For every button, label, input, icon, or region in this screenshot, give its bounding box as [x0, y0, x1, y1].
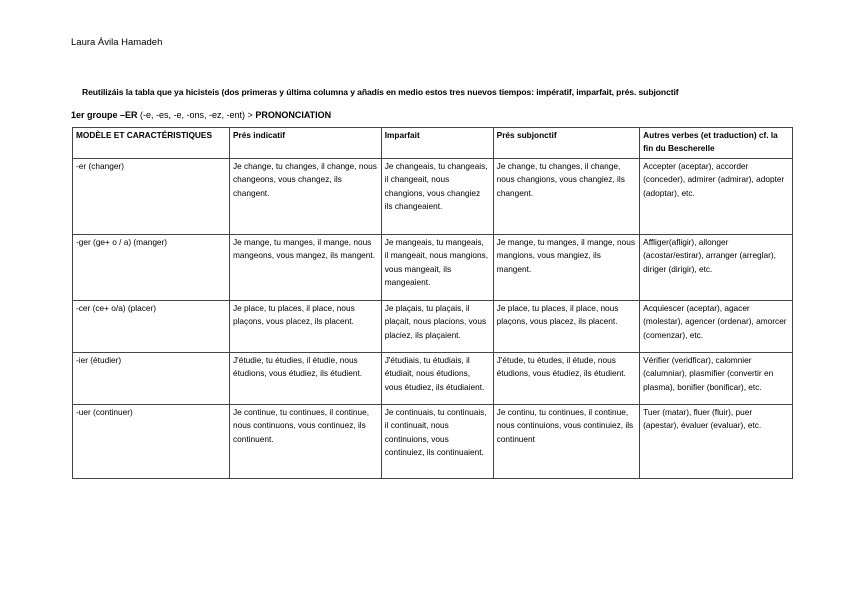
- header-model: MODÈLE ET CARACTÉRISTIQUES: [73, 128, 230, 159]
- cell-present: Je continue, tu continues, il continue, nous continuons, vous continuez, ils continuent.: [229, 404, 381, 478]
- table-row: [73, 352, 793, 404]
- cell-model: -uer (continuer): [73, 404, 230, 478]
- cell-model: -er (changer): [73, 158, 230, 234]
- cell-imparfait: Je continuais, tu continuais, il continuait, nous continuions, vous continuiez, ils continuaient.: [381, 404, 493, 478]
- cell-present: J'étudie, tu étudies, il étudie, nous étudions, vous étudiez, ils étudient.: [229, 352, 381, 404]
- cell-subjonctif: Je change, tu changes, il change, nous changions, vous changiez, ils changent.: [493, 158, 640, 234]
- conjugation-table: [72, 127, 793, 479]
- table-row: [73, 158, 793, 234]
- cell-other-verbs: Affliger(afligir), allonger (acostar/estirar), arranger (arreglar), diriger (dirigir), etc.: [640, 234, 793, 300]
- header-present: Prés indicatif: [229, 128, 381, 159]
- cell-subjonctif: Je place, tu places, il place, nous plaçons, vous placez, ils placent.: [493, 300, 640, 352]
- table-row: [73, 234, 793, 300]
- cell-present: Je change, tu changes, il change, nous changeons, vous changez, ils changent.: [229, 158, 381, 234]
- cell-imparfait: Je changeais, tu changeais, il changeait, nous changions, vous changiez ils changeaient.: [381, 158, 493, 234]
- group-heading: [71, 110, 331, 120]
- cell-present: Je mange, tu manges, il mange, nous mangeons, vous mangez, ils mangent.: [229, 234, 381, 300]
- cell-imparfait: Je mangeais, tu mangeais, il mangeait, nous mangions, vous mangeait, ils mangeaient.: [381, 234, 493, 300]
- cell-imparfait: Je plaçais, tu plaçais, il plaçait, nous placions, vous placiez, ils plaçaient.: [381, 300, 493, 352]
- cell-other-verbs: Tuer (matar), fluer (fluir), puer (apestar), évaluer (evaluar), etc.: [640, 404, 793, 478]
- cell-other-verbs: Vérifier (veridficar), calomnier (calumniar), plasmifier (convertir en plasma), bonifier (bonificar), etc.: [640, 352, 793, 404]
- cell-other-verbs: Acquiescer (aceptar), agacer (molestar), agencer (ordenar), amorcer (comenzar), etc.: [640, 300, 793, 352]
- cell-subjonctif: Je mange, tu manges, il mange, nous mangions, vous mangiez, ils mangent.: [493, 234, 640, 300]
- cell-imparfait: J'étudiais, tu étudiais, il étudiait, nous étudions, vous étudiez, ils étudiaient.: [381, 352, 493, 404]
- cell-model: -cer (ce+ o/a) (placer): [73, 300, 230, 352]
- cell-other-verbs: Accepter (aceptar), accorder (conceder), admirer (admirar), adopter (adoptar), etc.: [640, 158, 793, 234]
- cell-present: Je place, tu places, il place, nous plaçons, vous placez, ils placent.: [229, 300, 381, 352]
- instructions-text: Reutilizáis la tabla que ya hicisteis (dos primeras y última columna y añadís en medio estos tres nuevos tiempos: impératif, imparfait, prés. subjonctif: [82, 87, 679, 97]
- table-header-row: [73, 128, 793, 159]
- cell-model: -ier (étudier): [73, 352, 230, 404]
- cell-model: -ger (ge+ o / a) (manger): [73, 234, 230, 300]
- group-title: 1er groupe –ER: [71, 110, 138, 120]
- cell-subjonctif: Je continu, tu continues, il continue, nous continuions, vous continuiez, ils continuent: [493, 404, 640, 478]
- table-row: [73, 300, 793, 352]
- group-endings: (-e, -es, -e, -ons, -ez, -ent) >: [137, 110, 256, 120]
- header-subjonctif: Prés subjonctif: [493, 128, 640, 159]
- author-name: Laura Ávila Hamadeh: [71, 37, 163, 48]
- header-imparfait: Imparfait: [381, 128, 493, 159]
- header-other-verbs: Autres verbes (et traduction) cf. la fin du Bescherelle: [640, 128, 793, 159]
- cell-subjonctif: J'étude, tu études, il étude, nous étudions, vous étudiez, ils étudient.: [493, 352, 640, 404]
- table-row: [73, 404, 793, 478]
- group-pronunciation: PRONONCIATION: [255, 110, 332, 120]
